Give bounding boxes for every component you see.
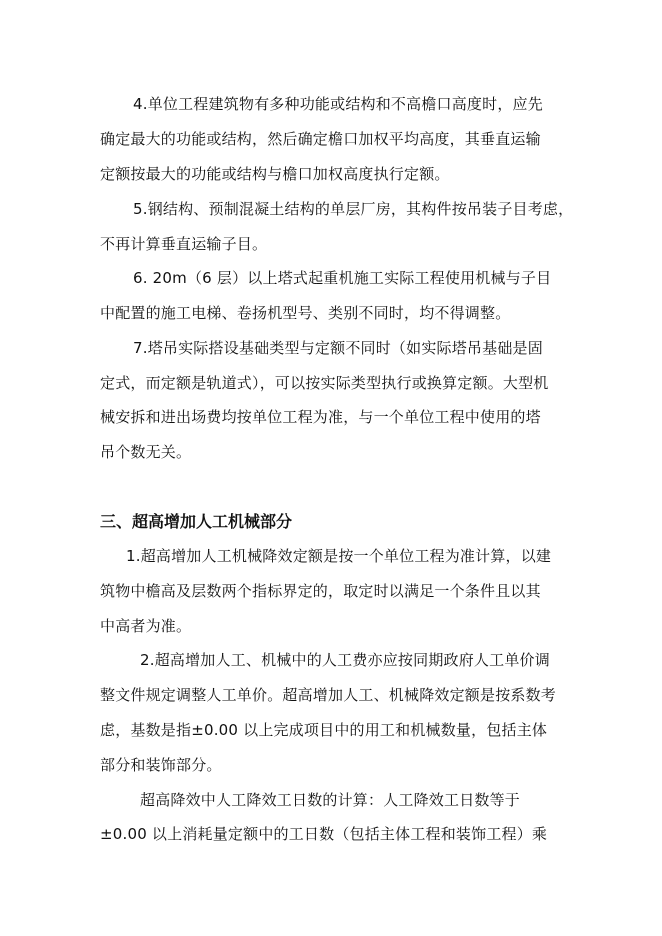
paragraph-7-line-2: 定式，而定额是轨道式），可以按实际类型执行或换算定额。大型机 [100,374,549,392]
paragraph-4-line-2: 确定最大的功能或结构，然后确定檐口加权平均高度，其垂直运输 [100,130,541,148]
s3-paragraph-2-line-1: 2.超高增加人工、机械中的人工费亦应按同期政府人工单价调 [140,651,550,669]
s3-paragraph-2-line-4: 部分和装饰部分。 [100,756,222,774]
paragraph-7-line-3: 械安拆和进出场费均按单位工程为准，与一个单位工程中使用的塔 [100,408,541,426]
paragraph-4-line-3: 定额按最大的功能或结构与檐口加权高度执行定额。 [100,165,450,183]
s3-paragraph-1-line-2: 筑物中檐高及层数两个指标界定的，取定时以满足一个条件且以其 [100,582,541,600]
paragraph-4-line-1: 4.单位工程建筑物有多种功能或结构和不高檐口高度时，应先 [133,95,543,113]
s3-paragraph-1-line-1: 1.超高增加人工机械降效定额是按一个单位工程为准计算，以建 [126,547,552,565]
s3-paragraph-3-line-2: ±0.00 以上消耗量定额中的工日数（包括主体工程和装饰工程）乘 [100,825,548,843]
paragraph-6-line-2: 中配置的施工电梯、卷扬机型号、类别不同时，均不得调整。 [100,304,511,322]
paragraph-7-line-1: 7.塔吊实际搭设基础类型与定额不同时（如实际塔吊基础是固 [133,339,543,357]
s3-paragraph-2-line-3: 虑，基数是指±0.00 以上完成项目中的用工和机械数量，包括主体 [100,721,548,739]
paragraph-5-line-2: 不再计算垂直运输子目。 [100,235,268,253]
s3-paragraph-1-line-3: 中高者为准。 [100,617,192,635]
section-3-heading: 三、超高增加人工机械部分 [100,512,293,531]
s3-paragraph-3-line-1: 超高降效中人工降效工日数的计算：人工降效工日数等于 [140,791,521,809]
s3-paragraph-2-line-2: 整文件规定调整人工单价。超高增加人工、机械降效定额是按系数考 [100,686,557,704]
paragraph-5-line-1: 5.钢结构、预制混凝土结构的单层厂房，其构件按吊装子目考虑， [133,200,574,218]
paragraph-7-line-4: 吊个数无关。 [100,443,192,461]
paragraph-6-line-1: 6. 20m（6 层）以上塔式起重机施工实际工程使用机械与子目 [133,269,552,287]
